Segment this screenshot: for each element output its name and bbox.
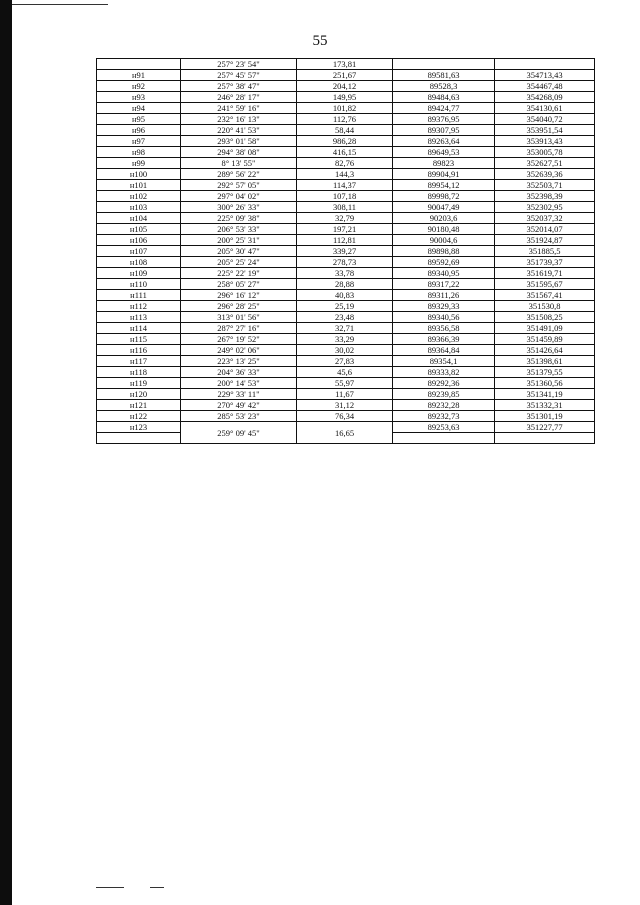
- point-name-cell: н110: [97, 279, 181, 290]
- x-coordinate-cell: 90203,6: [393, 213, 495, 224]
- point-name-cell: н113: [97, 312, 181, 323]
- x-coordinate-cell: 89998,72: [393, 191, 495, 202]
- point-name-cell: н111: [97, 290, 181, 301]
- bearing-cell: 241° 59' 16": [181, 103, 297, 114]
- point-name-cell: н122: [97, 411, 181, 422]
- x-coordinate-cell: 89311,26: [393, 290, 495, 301]
- bearing-cell: 200° 25' 31": [181, 235, 297, 246]
- y-coordinate-cell: 354268,09: [495, 92, 595, 103]
- bearing-cell: 223° 13' 25": [181, 356, 297, 367]
- point-name-cell: н115: [97, 334, 181, 345]
- distance-cell: 31,12: [297, 400, 393, 411]
- y-coordinate-cell: 351885,5: [495, 246, 595, 257]
- y-coordinate-cell: 351491,09: [495, 323, 595, 334]
- distance-cell: 308,11: [297, 202, 393, 213]
- bearing-cell: 257° 45' 57": [181, 70, 297, 81]
- distance-cell: 107,18: [297, 191, 393, 202]
- distance-cell: 144,3: [297, 169, 393, 180]
- bearing-cell: 257° 38' 47": [181, 81, 297, 92]
- bearing-cell: 205° 25' 24": [181, 257, 297, 268]
- top-rule: [12, 4, 108, 5]
- footer-rule-short: [150, 887, 164, 888]
- x-coordinate-cell: 89317,22: [393, 279, 495, 290]
- x-coordinate-cell: 89333,82: [393, 367, 495, 378]
- bearing-cell: 229° 33' 11": [181, 389, 297, 400]
- point-name-cell: н92: [97, 81, 181, 92]
- bearing-cell: 8° 13' 55": [181, 158, 297, 169]
- distance-cell: 32,79: [297, 213, 393, 224]
- distance-cell: 11,67: [297, 389, 393, 400]
- point-name-cell: н104: [97, 213, 181, 224]
- bearing-cell: 293° 01' 58": [181, 136, 297, 147]
- point-name-cell: н121: [97, 400, 181, 411]
- distance-cell: 76,34: [297, 411, 393, 422]
- x-coordinate-cell: 90004,6: [393, 235, 495, 246]
- y-coordinate-cell: 354040,72: [495, 114, 595, 125]
- x-coordinate-cell: 89329,33: [393, 301, 495, 312]
- distance-cell: 45,6: [297, 367, 393, 378]
- bearing-cell: 200° 14' 53": [181, 378, 297, 389]
- x-coordinate-cell: 89340,95: [393, 268, 495, 279]
- distance-cell: 986,28: [297, 136, 393, 147]
- distance-cell: 251,67: [297, 70, 393, 81]
- y-coordinate-cell: 354713,43: [495, 70, 595, 81]
- x-coordinate-cell: 89366,39: [393, 334, 495, 345]
- footer-rule: [96, 887, 124, 888]
- distance-cell: 23,48: [297, 312, 393, 323]
- x-coordinate-cell: 89232,73: [393, 411, 495, 422]
- point-name-cell: н102: [97, 191, 181, 202]
- distance-cell: 27,83: [297, 356, 393, 367]
- x-coordinate-cell: 89592,69: [393, 257, 495, 268]
- y-coordinate-cell: 351332,31: [495, 400, 595, 411]
- point-name-cell: н94: [97, 103, 181, 114]
- distance-cell: 55,97: [297, 378, 393, 389]
- point-name-cell: н91: [97, 70, 181, 81]
- y-cell-empty: [495, 433, 595, 444]
- y-coordinate-cell: 353005,78: [495, 147, 595, 158]
- x-coordinate-cell: 89823: [393, 158, 495, 169]
- distance-cell: 33,78: [297, 268, 393, 279]
- point-name-cell: н96: [97, 125, 181, 136]
- bearing-cell: 225° 22' 19": [181, 268, 297, 279]
- point-name-cell: н117: [97, 356, 181, 367]
- point-name-cell: н100: [97, 169, 181, 180]
- point-name-cell: н98: [97, 147, 181, 158]
- y-coordinate-cell: 354467,48: [495, 81, 595, 92]
- y-coordinate-cell: 351530,8: [495, 301, 595, 312]
- y-coordinate-cell: 351619,71: [495, 268, 595, 279]
- bearing-cell: 292° 57' 05": [181, 180, 297, 191]
- x-coordinate-cell: 89340,56: [393, 312, 495, 323]
- y-coordinate-cell: 351739,37: [495, 257, 595, 268]
- bearing-cell: 294° 38' 08": [181, 147, 297, 158]
- point-name-cell: н105: [97, 224, 181, 235]
- distance-cell: 197,21: [297, 224, 393, 235]
- y-coordinate-cell: 352627,51: [495, 158, 595, 169]
- bearing-cell: 249° 02' 06": [181, 345, 297, 356]
- x-coordinate-cell: 89904,91: [393, 169, 495, 180]
- x-coordinate-cell: 90047,49: [393, 202, 495, 213]
- x-coordinate-cell: 89253,63: [393, 422, 495, 433]
- x-coordinate-cell: 89528,3: [393, 81, 495, 92]
- y-coordinate-cell: 352302,95: [495, 202, 595, 213]
- bearing-cell: 246° 28' 17": [181, 92, 297, 103]
- bearing-cell: 285° 53' 23": [181, 411, 297, 422]
- x-coordinate-cell: 89364,84: [393, 345, 495, 356]
- bearing-cell: 270° 49' 42": [181, 400, 297, 411]
- point-name-cell: н107: [97, 246, 181, 257]
- point-name-cell: н118: [97, 367, 181, 378]
- bearing-cell: 287° 27' 16": [181, 323, 297, 334]
- point-name-cell: н112: [97, 301, 181, 312]
- point-name-cell: н109: [97, 268, 181, 279]
- distance-cell: 28,88: [297, 279, 393, 290]
- x-coordinate-cell: 89307,95: [393, 125, 495, 136]
- distance-cell: 101,82: [297, 103, 393, 114]
- bearing-cell: 289° 56' 22": [181, 169, 297, 180]
- point-name-cell: н116: [97, 345, 181, 356]
- y-coordinate-cell: 352037,32: [495, 213, 595, 224]
- point-name-cell: н99: [97, 158, 181, 169]
- y-coordinate-cell: 352639,36: [495, 169, 595, 180]
- x-cell-empty: [393, 59, 495, 70]
- point-name-cell: н93: [97, 92, 181, 103]
- point-name-cell: н95: [97, 114, 181, 125]
- distance-cell: 16,65: [297, 422, 393, 444]
- bearing-cell: 220° 41' 53": [181, 125, 297, 136]
- distance-cell: 204,12: [297, 81, 393, 92]
- distance-cell: 112,81: [297, 235, 393, 246]
- bearing-cell: 300° 26' 33": [181, 202, 297, 213]
- x-coordinate-cell: 89898,88: [393, 246, 495, 257]
- point-name-cell: н106: [97, 235, 181, 246]
- distance-cell: 40,83: [297, 290, 393, 301]
- distance-cell: 58,44: [297, 125, 393, 136]
- y-coordinate-cell: 351508,25: [495, 312, 595, 323]
- point-name-cell: н97: [97, 136, 181, 147]
- bearing-cell: 313° 01' 56": [181, 312, 297, 323]
- y-coordinate-cell: 351379,55: [495, 367, 595, 378]
- distance-cell: 339,27: [297, 246, 393, 257]
- bearing-cell: 297° 04' 02": [181, 191, 297, 202]
- point-name-cell: н103: [97, 202, 181, 213]
- y-coordinate-cell: 351360,56: [495, 378, 595, 389]
- y-coordinate-cell: 351426,64: [495, 345, 595, 356]
- x-coordinate-cell: 89376,95: [393, 114, 495, 125]
- x-coordinate-cell: 89484,63: [393, 92, 495, 103]
- distance-cell: 149,95: [297, 92, 393, 103]
- y-coordinate-cell: 354130,61: [495, 103, 595, 114]
- distance-cell: 82,76: [297, 158, 393, 169]
- bearing-cell: 267° 19' 52": [181, 334, 297, 345]
- point-name-cell: н119: [97, 378, 181, 389]
- x-coordinate-cell: 89239,85: [393, 389, 495, 400]
- bearing-cell: 296° 28' 25": [181, 301, 297, 312]
- distance-cell: 25,19: [297, 301, 393, 312]
- y-coordinate-cell: 351341,19: [495, 389, 595, 400]
- y-coordinate-cell: 351398,61: [495, 356, 595, 367]
- y-coordinate-cell: 351459,89: [495, 334, 595, 345]
- x-coordinate-cell: 89356,58: [393, 323, 495, 334]
- y-coordinate-cell: 351595,67: [495, 279, 595, 290]
- y-coordinate-cell: 352398,39: [495, 191, 595, 202]
- distance-cell: 32,71: [297, 323, 393, 334]
- point-name-cell: н123: [97, 422, 181, 433]
- y-coordinate-cell: 351227,77: [495, 422, 595, 433]
- bearing-cell: 257° 23' 54": [181, 59, 297, 70]
- bearing-cell: 259° 09' 45": [181, 422, 297, 444]
- coordinates-table-body: [97, 59, 595, 444]
- distance-cell: 278,73: [297, 257, 393, 268]
- point-cell-empty: [97, 433, 181, 444]
- bearing-cell: 296° 16' 12": [181, 290, 297, 301]
- x-coordinate-cell: 89263,64: [393, 136, 495, 147]
- y-coordinate-cell: 353951,54: [495, 125, 595, 136]
- point-name-cell: н120: [97, 389, 181, 400]
- distance-cell: 416,15: [297, 147, 393, 158]
- point-name-cell: н114: [97, 323, 181, 334]
- bearing-cell: 204° 36' 33": [181, 367, 297, 378]
- y-coordinate-cell: 352014,07: [495, 224, 595, 235]
- x-coordinate-cell: 89354,1: [393, 356, 495, 367]
- x-coordinate-cell: 89581,63: [393, 70, 495, 81]
- coordinates-table: [96, 58, 595, 444]
- bearing-cell: 225° 09' 38": [181, 213, 297, 224]
- x-coordinate-cell: 89292,36: [393, 378, 495, 389]
- y-coordinate-cell: 351924,87: [495, 235, 595, 246]
- bearing-cell: 206° 53' 33": [181, 224, 297, 235]
- y-coordinate-cell: 351301,19: [495, 411, 595, 422]
- point-cell-empty: [97, 59, 181, 70]
- y-coordinate-cell: 351567,41: [495, 290, 595, 301]
- x-cell-empty: [393, 433, 495, 444]
- bearing-cell: 258° 05' 27": [181, 279, 297, 290]
- y-coordinate-cell: 353913,43: [495, 136, 595, 147]
- table-half-row: [97, 59, 595, 70]
- distance-cell: 112,76: [297, 114, 393, 125]
- distance-cell: 33,29: [297, 334, 393, 345]
- page-number: 55: [312, 33, 328, 49]
- x-coordinate-cell: 89424,77: [393, 103, 495, 114]
- x-coordinate-cell: 89649,53: [393, 147, 495, 158]
- x-coordinate-cell: 89954,12: [393, 180, 495, 191]
- bearing-cell: 205° 30' 47": [181, 246, 297, 257]
- y-cell-empty: [495, 59, 595, 70]
- scan-edge-bar: [0, 0, 12, 905]
- bearing-cell: 232° 16' 13": [181, 114, 297, 125]
- distance-cell: 114,37: [297, 180, 393, 191]
- distance-cell: 30,02: [297, 345, 393, 356]
- point-name-cell: н101: [97, 180, 181, 191]
- x-coordinate-cell: 90180,48: [393, 224, 495, 235]
- y-coordinate-cell: 352503,71: [495, 180, 595, 191]
- point-name-cell: н108: [97, 257, 181, 268]
- distance-cell: 173,81: [297, 59, 393, 70]
- x-coordinate-cell: 89232,28: [393, 400, 495, 411]
